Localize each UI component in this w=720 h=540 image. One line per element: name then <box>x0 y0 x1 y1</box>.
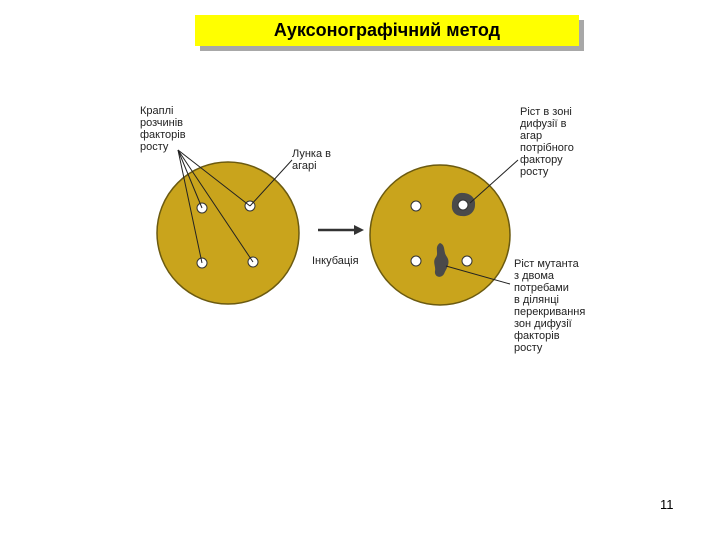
growth-zone-label: Ріст в зоні дифузії в агар потрібного фактору росту <box>520 106 574 178</box>
incubation-label: Інкубація <box>312 255 359 267</box>
right-well-3 <box>411 256 421 266</box>
left-agar-plate <box>157 162 299 304</box>
incubation-arrow <box>318 225 364 235</box>
drops-label: Краплі розчинів факторів росту <box>140 105 186 153</box>
page-number: 11 <box>660 497 674 512</box>
mutant-growth-label: Ріст мутанта з двома потребами в ділянці перекривання зон дифузії факторів росту <box>514 258 586 354</box>
right-well-1 <box>411 201 421 211</box>
right-well-2 <box>458 200 468 210</box>
well-label: Лунка в агарі <box>292 148 331 172</box>
right-well-4 <box>462 256 472 266</box>
slide-title: Ауксонографічний метод <box>195 15 579 46</box>
